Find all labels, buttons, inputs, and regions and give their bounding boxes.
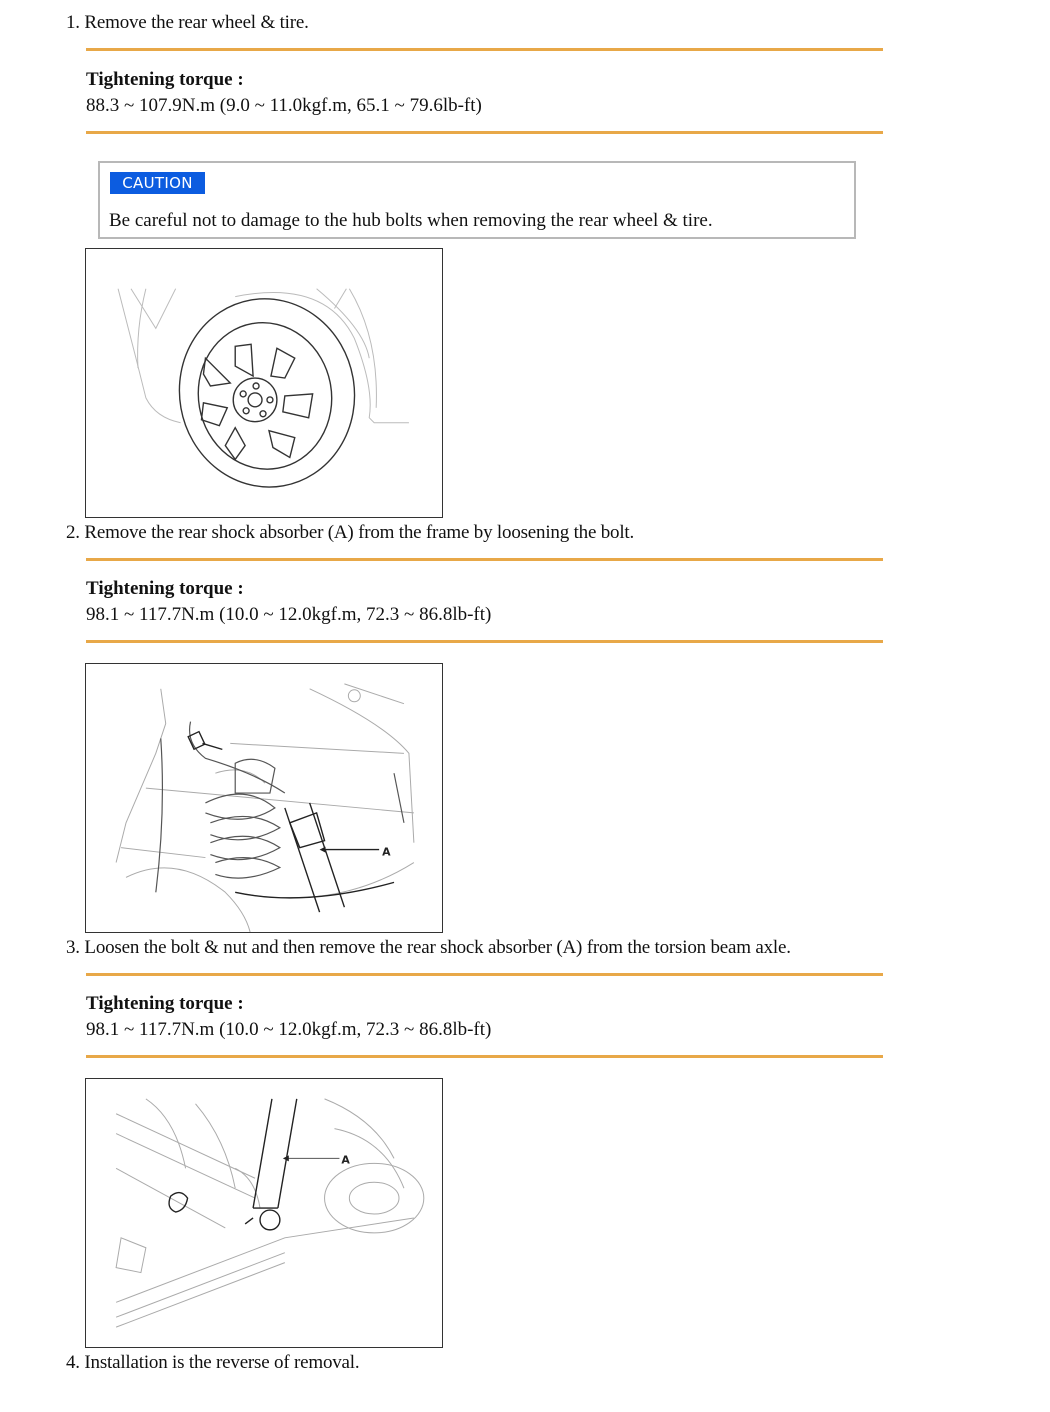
divider-rule <box>86 558 883 561</box>
rear-wheel-tire-illustration <box>85 248 443 518</box>
divider-rule <box>86 131 883 134</box>
step-3 <box>66 937 791 959</box>
step-1 <box>66 12 309 34</box>
step-4 <box>66 1352 359 1374</box>
torque-value: 88.3 ~ 107.9N.m (9.0 ~ 11.0kgf.m, 65.1 ~ 79.6lb-ft) <box>86 95 482 116</box>
figure-label-a: A <box>341 1153 350 1167</box>
leader-arrow <box>320 847 326 853</box>
caution-box <box>98 161 856 239</box>
step-number: 2. <box>66 522 80 543</box>
step-number: 4. <box>66 1352 80 1373</box>
step-text: Remove the rear shock absorber (A) from the frame by loosening the bolt. <box>84 522 635 543</box>
step-number: 1. <box>66 12 80 33</box>
torque-value: 98.1 ~ 117.7N.m (10.0 ~ 12.0kgf.m, 72.3 ~ 86.8lb-ft) <box>86 1019 492 1040</box>
shock-absorber-upper-mount-illustration <box>85 663 443 933</box>
shock-absorber-lower-mount-illustration <box>85 1078 443 1348</box>
torque-label: Tightening torque : <box>86 993 244 1014</box>
divider-rule <box>86 48 883 51</box>
divider-rule <box>86 973 883 976</box>
step-number: 3. <box>66 937 80 958</box>
lower-mount-drawing <box>86 1079 442 1347</box>
step-2 <box>66 522 634 544</box>
torque-label: Tightening torque : <box>86 578 244 599</box>
divider-rule <box>86 1055 883 1058</box>
caution-badge: CAUTION <box>110 172 205 194</box>
torque-label: Tightening torque : <box>86 69 244 90</box>
torque-value: 98.1 ~ 117.7N.m (10.0 ~ 12.0kgf.m, 72.3 ~ 86.8lb-ft) <box>86 604 492 625</box>
upper-mount-drawing <box>86 664 442 932</box>
step-text: Remove the rear wheel & tire. <box>84 12 309 33</box>
divider-rule <box>86 640 883 643</box>
figure-label-a: A <box>382 845 391 859</box>
wheel-drawing <box>86 249 442 517</box>
step-text: Installation is the reverse of removal. <box>84 1352 360 1373</box>
step-text: Loosen the bolt & nut and then remove the rear shock absorber (A) from the torsion beam axle. <box>84 937 791 958</box>
caution-text: Be careful not to damage to the hub bolts when removing the rear wheel & tire. <box>109 210 713 231</box>
